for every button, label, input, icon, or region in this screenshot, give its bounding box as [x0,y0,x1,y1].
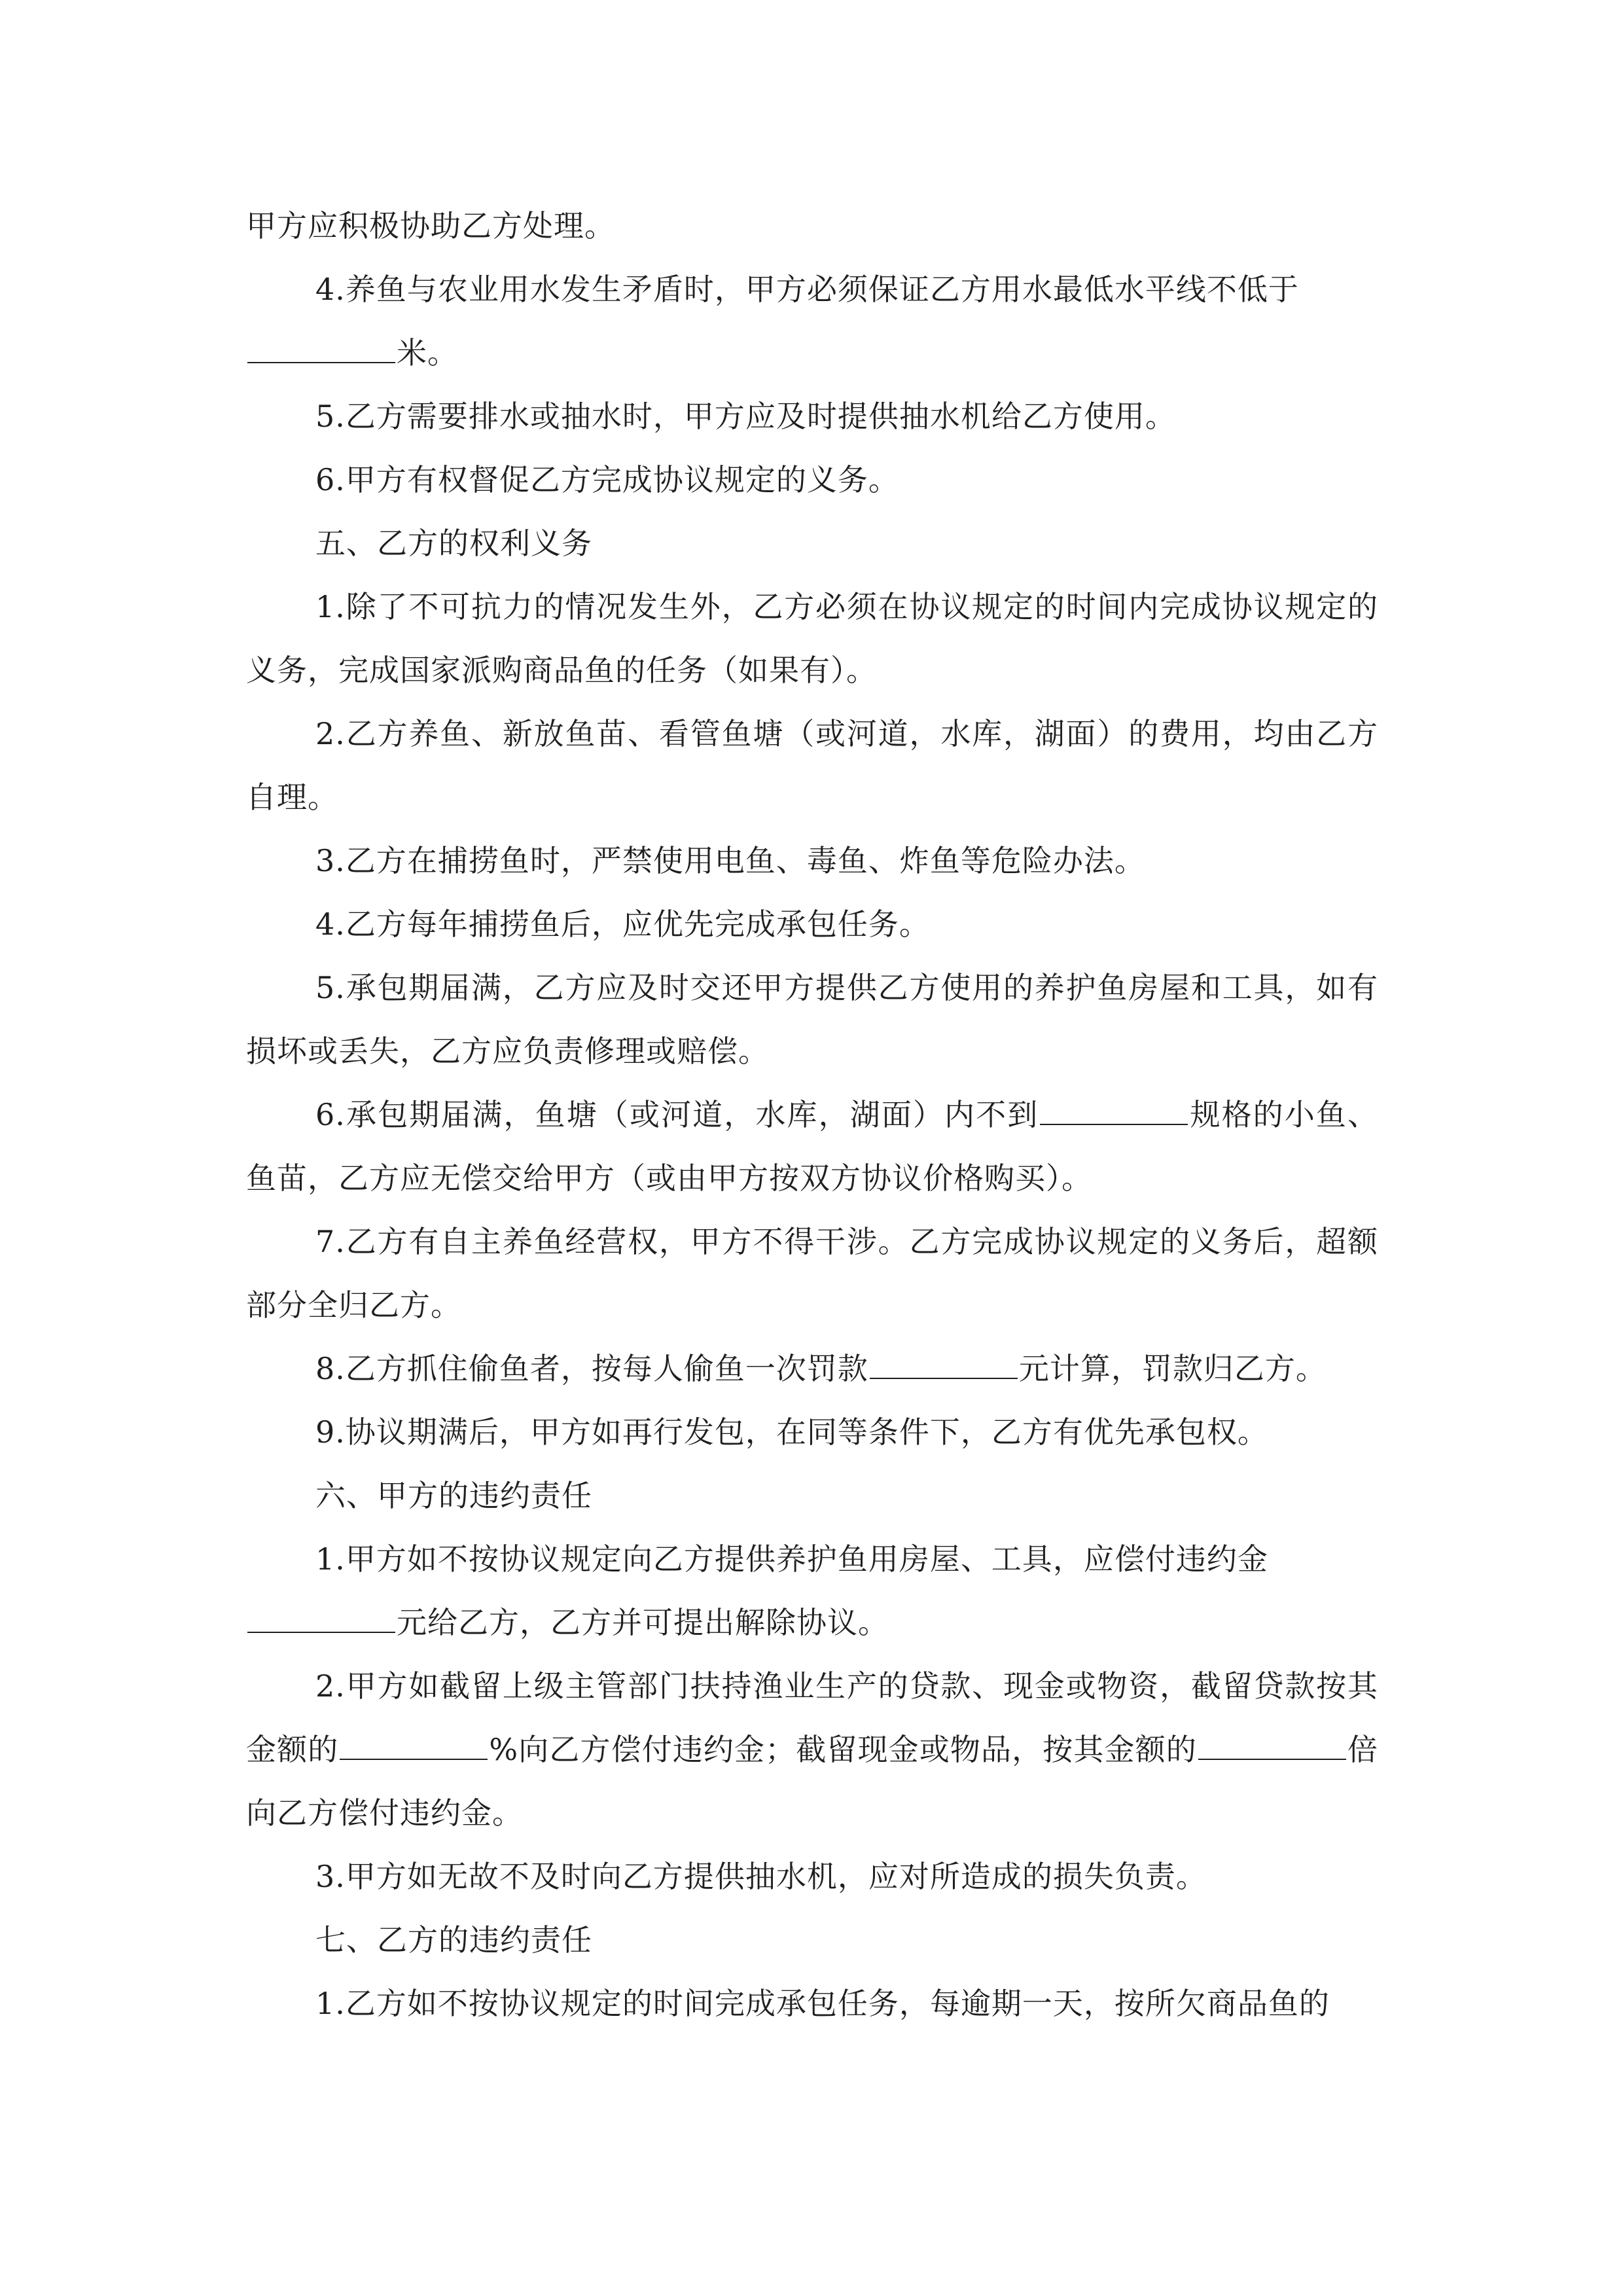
paragraph-text: 3.乙方在捕捞鱼时，严禁使用电鱼、毒鱼、炸鱼等危险办法。 [315,843,1145,878]
contract-paragraph [246,194,1378,258]
contract-paragraph [246,1401,1378,1464]
paragraph-text: 3.甲方如无故不及时向乙方提供抽水机，应对所造成的损失负责。 [315,1859,1207,1894]
paragraph-text: 6.承包期届满，鱼塘（或河道，水库，湖面）内不到 [315,1097,1039,1132]
fill-in-blank [247,1605,395,1633]
paragraph-text: 7.乙方有自主养鱼经营权，甲方不得干涉。乙方完成协议规定的义务后，超额部分全归乙方。 [246,1224,1378,1323]
paragraph-text: 2.乙方养鱼、新放鱼苗、看管鱼塘（或河道，水库，湖面）的费用，均由乙方自理。 [246,716,1378,815]
contract-paragraph [246,1655,1378,1845]
contract-paragraph [246,702,1378,829]
paragraph-text: 8.乙方抓住偷鱼者，按每人偷鱼一次罚款 [315,1351,868,1386]
fill-in-blank [1198,1732,1346,1760]
paragraph-text: 1.乙方如不按协议规定的时间完成承包任务，每逾期一天，按所欠商品鱼的 [315,1986,1330,2021]
paragraph-text: 六、甲方的违约责任 [315,1478,592,1513]
fill-in-blank [1040,1098,1188,1125]
contract-paragraph [246,1083,1378,1210]
paragraph-text: 甲方应积极协助乙方处理。 [246,208,615,243]
paragraph-text: 五、乙方的权利义务 [315,526,592,561]
contract-paragraph [246,893,1378,956]
fill-in-blank [247,336,395,363]
paragraph-text: 规格的小鱼、鱼苗，乙方应无偿交给甲方（或由甲方按双方协议价格购买）。 [246,1097,1379,1196]
paragraph-text: 2.甲方如截留上级主管部门扶持渔业生产的贷款、现金或物资，截留贷款按其金额的 [246,1668,1378,1767]
contract-paragraph [246,1464,1378,1528]
paragraph-text: 元计算，罚款归乙方。 [1018,1351,1327,1386]
contract-body [246,194,1378,2036]
contract-paragraph [246,956,1378,1083]
contract-paragraph [246,1210,1378,1337]
paragraph-text: 6.甲方有权督促乙方完成协议规定的义务。 [315,462,899,497]
paragraph-text: 5.承包期届满，乙方应及时交还甲方提供乙方使用的养护鱼房屋和工具，如有损坏或丢失，乙方应负责修理或赔偿。 [246,970,1378,1069]
paragraph-text: 倍向乙方偿付违约金。 [246,1732,1379,1831]
paragraph-text: 1.除了不可抗力的情况发生外，乙方必须在协议规定的时间内完成协议规定的义务，完成国家派购商品鱼的任务（如果有）。 [246,589,1378,688]
contract-paragraph [246,1337,1378,1401]
fill-in-blank [870,1352,1018,1379]
paragraph-text: 5.乙方需要排水或抽水时，甲方应及时提供抽水机给乙方使用。 [315,399,1176,434]
paragraph-text: 七、乙方的违约责任 [315,1922,592,1958]
contract-paragraph [246,385,1378,448]
contract-paragraph [246,575,1378,702]
contract-paragraph [246,1845,1378,1909]
contract-paragraph [246,512,1378,575]
paragraph-text: 4.乙方每年捕捞鱼后，应优先完成承包任务。 [315,906,930,942]
contract-paragraph [246,321,1378,385]
paragraph-text: %向乙方偿付违约金；截留现金或物品，按其金额的 [489,1732,1197,1767]
paragraph-text: 元给乙方，乙方并可提出解除协议。 [397,1605,889,1640]
contract-paragraph [246,448,1378,512]
fill-in-blank [340,1732,488,1760]
paragraph-text: 9.协议期满后，甲方如再行发包，在同等条件下，乙方有优先承包权。 [315,1414,1268,1450]
contract-paragraph [246,1909,1378,1972]
contract-paragraph [246,1528,1378,1591]
paragraph-text: 米。 [397,335,458,370]
contract-paragraph [246,258,1378,321]
contract-paragraph [246,829,1378,893]
paragraph-text: 4.养鱼与农业用水发生矛盾时，甲方必须保证乙方用水最低水平线不低于 [315,272,1299,307]
paragraph-text: 1.甲方如不按协议规定向乙方提供养护鱼用房屋、工具，应偿付违约金 [315,1541,1268,1577]
contract-paragraph [246,1591,1378,1655]
contract-paragraph [246,1972,1378,2036]
